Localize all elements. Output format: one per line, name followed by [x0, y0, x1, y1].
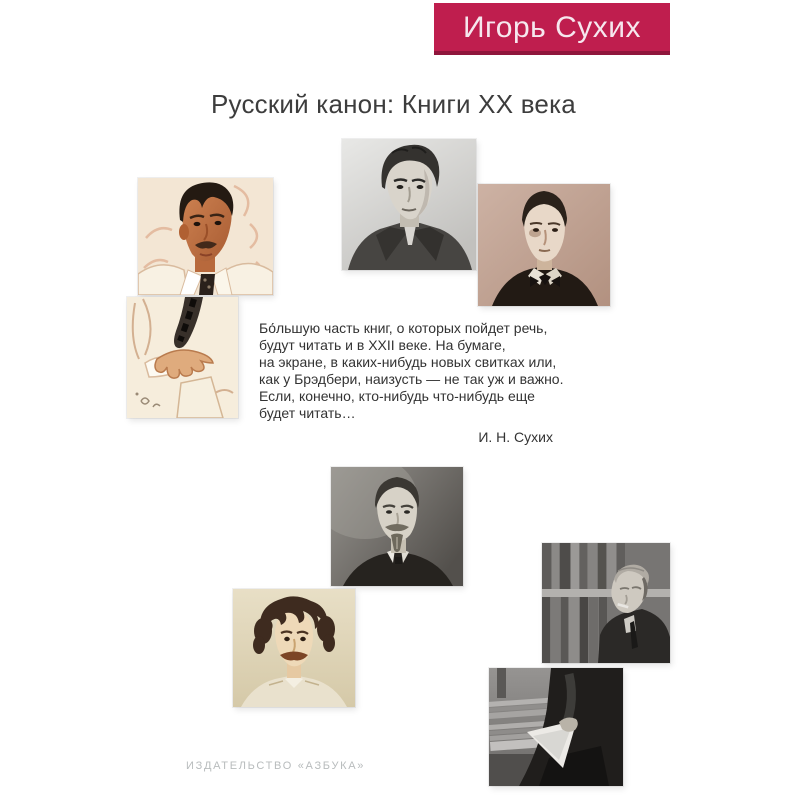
- author-name: Игорь Сухих: [462, 11, 642, 44]
- portrait-color-curly: [233, 589, 355, 707]
- portrait-bw-papers: [489, 668, 623, 786]
- quote-line-1: Бо́льшую часть книг, о которых пойдет речь,: [259, 320, 548, 336]
- quote-line-3: на экране, в каких-нибудь новых свитках или,: [259, 354, 557, 370]
- quote-line-4: как у Брэдбери, наизусть — не так уж и важно.: [259, 371, 564, 387]
- portrait-bw-bookshelf: [542, 543, 670, 663]
- portrait-bw-goatee: [331, 467, 463, 586]
- author-banner: [434, 3, 670, 55]
- quote-block: [259, 320, 564, 446]
- portrait-sepia-bowtie: [478, 184, 610, 306]
- portrait-bw-wavy-hair-image: [342, 139, 476, 270]
- quote-line-2: будут читать и в XXII веке. На бумаге,: [259, 337, 506, 353]
- portrait-painting-head: [138, 178, 273, 295]
- quote-signature: И. Н. Сухих: [478, 429, 553, 445]
- portrait-painting-hands-image: [127, 297, 238, 418]
- portrait-sepia-bowtie-image: [478, 184, 610, 306]
- portrait-bw-papers-image: [489, 668, 623, 786]
- quote-line-5: Если, конечно, кто-нибудь что-нибудь еще: [259, 388, 535, 404]
- portrait-painting-hands: [127, 297, 238, 418]
- portrait-bw-goatee-image: [331, 467, 463, 586]
- publisher-label: ИЗДАТЕЛЬСТВО «АЗБУКА»: [186, 760, 366, 772]
- portrait-painting-head-image: [138, 178, 273, 295]
- portrait-bw-wavy-hair: [342, 139, 476, 270]
- portrait-bw-bookshelf-image: [542, 543, 670, 663]
- portrait-color-curly-image: [233, 589, 355, 707]
- book-title: Русский канон: Книги XX века: [211, 89, 576, 119]
- quote-line-6: будет читать…: [259, 405, 356, 421]
